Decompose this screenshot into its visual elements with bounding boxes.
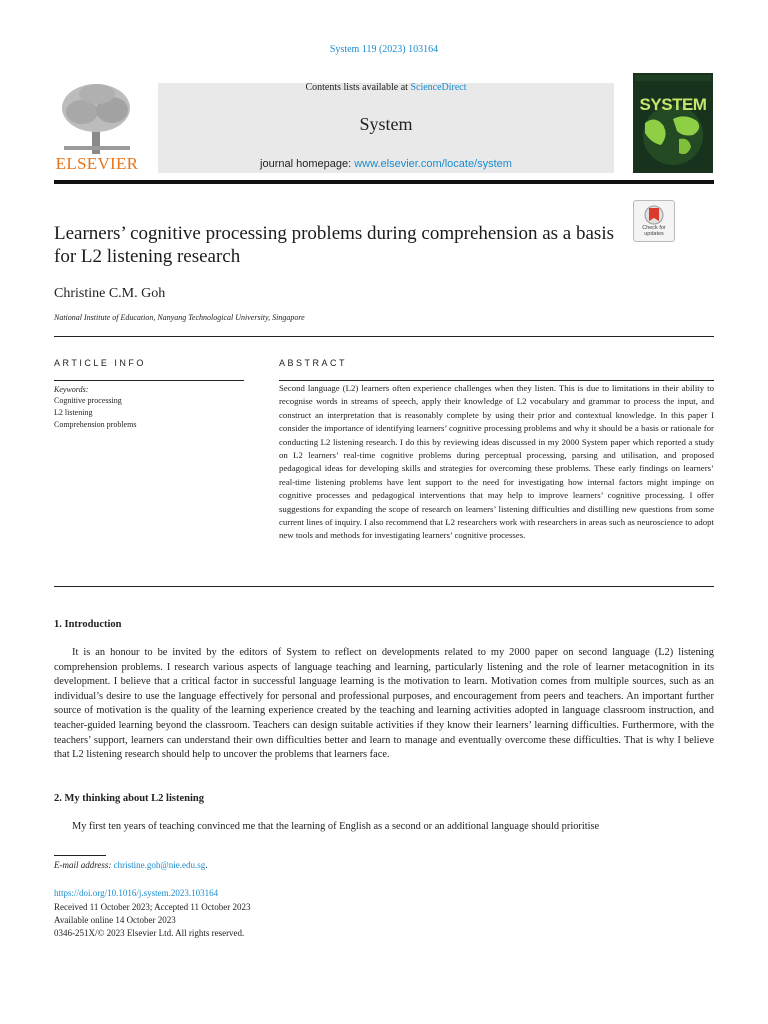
introduction-paragraph: It is an honour to be invited by the editors of System to reflect on developments related to my 2000 paper on second language (L2) listening comprehension problems. I research various aspects of language teaching and learning, particularly listening and the role of learner metacognition in its development. I believe that a critical factor in successful language learning is the motivation to learn. Motivation comes from multiple sources, such as an individual’s desire to use the language effectively for personal and professional purposes, and encouragement from peers and teachers. An important further source of motivation is the quality of the learning experience created by the teaching and learning activities adopted in language classroom instruction, and teacher-guided learning beyond the classroom. Teachers can design suitable activities if they know their learners’ learning difficulties. Furthermore, with the teachers’ support, learners can understand their own difficulties better and learn to manage and eventually overcome these difficulties. That is why I believe that L2 listening research should help to uncover the problems that learners face.: [54, 647, 714, 761]
journal-citation[interactable]: System 119 (2023) 103164: [329, 44, 439, 55]
homepage-prefix: journal homepage:: [260, 158, 355, 170]
article-info-heading: ARTICLE INFO: [54, 358, 146, 368]
check-for-updates-label: Check for updates: [642, 225, 666, 237]
keyword-item[interactable]: Cognitive processing: [54, 396, 122, 405]
sciencedirect-link[interactable]: ScienceDirect: [410, 82, 467, 93]
author-name[interactable]: Christine C.M. Goh: [54, 286, 166, 301]
journal-cover-image: [633, 73, 713, 173]
email-suffix: .: [205, 860, 208, 870]
section-heading-l2-listening: 2. My thinking about L2 listening: [54, 793, 204, 804]
author-affiliation: National Institute of Education, Nanyang Technological University, Singapore: [54, 313, 305, 322]
journal-name: System: [359, 114, 413, 134]
article-title: Learners’ cognitive processing problems during comprehension as a basis for L2 listening research: [54, 223, 614, 267]
available-online-date: Available online 14 October 2023: [54, 915, 176, 925]
divider: [54, 586, 714, 587]
footnote-rule: [54, 855, 106, 856]
check-for-updates-button[interactable]: [633, 200, 675, 242]
email-footnote: [54, 860, 207, 870]
doi-link[interactable]: https://doi.org/10.1016/j.system.2023.103164: [54, 888, 219, 898]
email-link[interactable]: christine.goh@nie.edu.sg: [113, 860, 206, 870]
homepage-link[interactable]: www.elsevier.com/locate/system: [354, 158, 512, 170]
contents-prefix: Contents lists available at: [305, 82, 411, 93]
keywords-label: Keywords:: [54, 385, 89, 394]
abstract-heading: ABSTRACT: [279, 358, 348, 368]
abstract-rule: [279, 380, 714, 381]
abstract-text: Second language (L2) learners often experience challenges when they listen. This is due to limitations in their ability to recognise words in streams of speech, apply their knowledge of L2 vocabulary and grammar to process the input, and construct an interpretation that is reasonably complete by using their prior and contextual knowledge. In this paper I consider the importance of identifying learners’ cognitive processing problems and why it should be a basis or rationale for conducting L2 listening research. I do this by reviewing ideas discussed in my 2000 System paper which reported a study on L2 learners’ real-time cognitive problems during perceptual processing, parsing and utilisation, and proposed pedagogical ideas for developing skills and strategies for overcoming these problems. These early findings on learners’ real-time listening problems have lent support to the need for investigating how internal factors might impinge on cognitive processes and pedagogical interventions that may help to improve learners’ cognitive processing. I offer suggestions for expanding the scope of research on learners’ listening difficulties and distilling new questions from some current lines of inquiry. I also recommend that L2 researchers work with researchers in areas such as neuroscience to adopt new tools and methods for investigating learners’ cognitive processes.: [279, 383, 714, 541]
received-accepted-dates: Received 11 October 2023; Accepted 11 October 2023: [54, 902, 251, 912]
email-label: E-mail address:: [54, 860, 114, 870]
article-info-rule: [54, 380, 244, 381]
bookmark-icon: [634, 203, 674, 227]
keyword-item[interactable]: L2 listening: [54, 408, 93, 417]
contents-line: [158, 82, 614, 93]
section-heading-introduction: 1. Introduction: [54, 619, 122, 630]
copyright-line: 0346-251X/© 2023 Elsevier Ltd. All rights reserved.: [54, 928, 245, 938]
elsevier-wordmark: ELSEVIER: [55, 154, 139, 173]
keyword-item[interactable]: Comprehension problems: [54, 420, 137, 429]
divider: [54, 336, 714, 337]
section-2-paragraph: My first ten years of teaching convinced me that the learning of English as a second or an additional language should prioritise: [72, 821, 600, 832]
journal-homepage: [158, 158, 614, 170]
header-rule: [54, 180, 714, 184]
cover-world-map: [633, 73, 713, 173]
cover-title: SYSTEM: [639, 95, 707, 114]
